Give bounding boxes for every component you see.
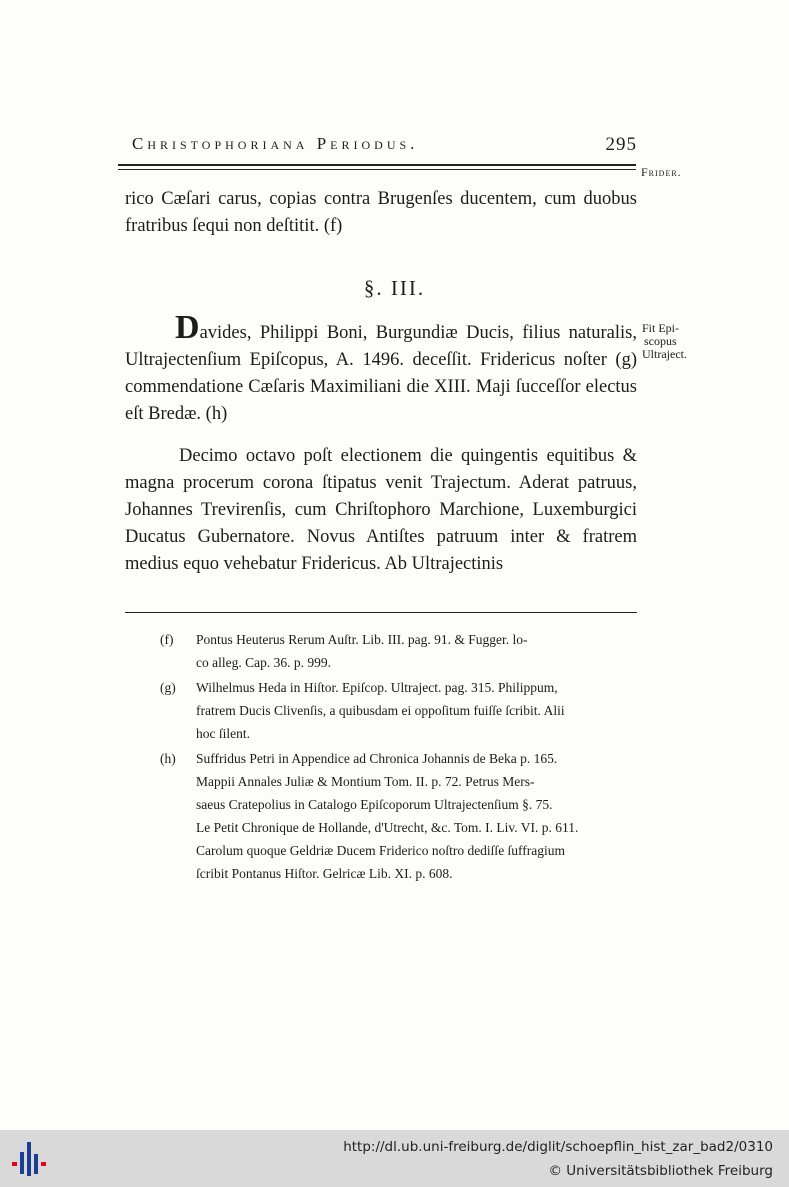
- paragraph-2: [125, 443, 637, 578]
- footnote-g: [160, 676, 640, 745]
- footnote-mark: (f): [160, 632, 174, 647]
- footnote-line: Suffridus Petri in Appendice ad Chronica Johannis de Beka p. 165.: [196, 751, 558, 766]
- footnote-line: Le Petit Chronique de Hollande, d'Utrecht, &c. Tom. I. Liv. VI. p. 611.: [196, 820, 579, 835]
- copyright-notice: © Universitätsbibliothek Freiburg: [548, 1163, 773, 1179]
- margin-note-top: Frider.: [641, 165, 682, 179]
- footnote-line: co alleg. Cap. 36. p. 999.: [196, 655, 331, 670]
- paragraph-1-text: avides, Philippi Boni, Burgundiæ Ducis, filius naturalis, Ultrajectenſium Epiſcopus, A. 1496. deceſſit. Fridericus noſter (g) commendatione Cæſaris Maximiliani die XIII. Maji ſucceſſor electus eſt Bredæ. (h): [125, 323, 637, 424]
- footnote-line: ſcribit Pontanus Hiſtor. Gelricæ Lib. XI. p. 608.: [196, 866, 453, 881]
- paragraph-2-text: Decimo octavo poſt electionem die quingentis equitibus & magna procerum corona ſtipatus venit Trajectum. Aderat patruus, Johannes Trevirenſis, cum Chriſtophoro Marchione, Luxemburgici Ducatus Gubernatore. Novus Antiſtes patruum inter & fratrem medius equo vehebatur Fridericus. Ab Ultrajectinis: [125, 446, 637, 574]
- footnote-mark: (h): [160, 751, 176, 766]
- section-heading: §. III.: [363, 276, 426, 300]
- footnote-line: hoc ſilent.: [196, 726, 250, 741]
- page-number: 295: [605, 134, 637, 155]
- footnote-line: fratrem Ducis Clivenſis, a quibusdam ei oppoſitum fuiſſe ſcribit. Alii: [196, 703, 565, 718]
- running-title: Christophoriana Periodus.: [132, 134, 419, 153]
- document-url-link[interactable]: http://dl.ub.uni-freiburg.de/diglit/schoepflin_hist_zar_bad2/0310: [343, 1139, 773, 1155]
- margin-note-section: [642, 322, 687, 361]
- footnote-line: Pontus Heuterus Rerum Auſtr. Lib. III. pag. 91. & Fugger. lo-: [196, 632, 528, 647]
- margin-note-line: scopus: [644, 334, 677, 348]
- footnote-f: [160, 628, 640, 674]
- footnote-h: [160, 747, 640, 885]
- footnote-mark: (g): [160, 680, 176, 695]
- viewer-footer: [0, 1130, 789, 1187]
- footnote-rule: [125, 612, 637, 613]
- paragraph-1: [125, 309, 637, 428]
- intro-text: rico Cæſari carus, copias contra Brugenſes ducentem, cum duobus fratribus ſequi non deſtitit. (f): [125, 189, 637, 236]
- margin-note-line: Fit Epi-: [642, 321, 680, 335]
- footnote-line: Carolum quoque Geldriæ Ducem Friderico noſtro dediſſe ſuffragium: [196, 843, 566, 858]
- dropcap: D: [175, 309, 200, 346]
- footnotes: [160, 628, 640, 887]
- header-rule: [118, 164, 636, 170]
- ub-freiburg-logo-icon[interactable]: [10, 1140, 50, 1178]
- footnote-line: Mappii Annales Juliæ & Montium Tom. II. p. 72. Petrus Mers-: [196, 774, 535, 789]
- intro-paragraph: [125, 186, 637, 240]
- footnote-line: saeus Cratepolius in Catalogo Epiſcoporum Ultrajectenſium §. 75.: [196, 797, 553, 812]
- footnote-line: Wilhelmus Heda in Hiſtor. Epiſcop. Ultraject. pag. 315. Philippum,: [196, 680, 558, 695]
- margin-note-line: Ultraject.: [642, 347, 687, 361]
